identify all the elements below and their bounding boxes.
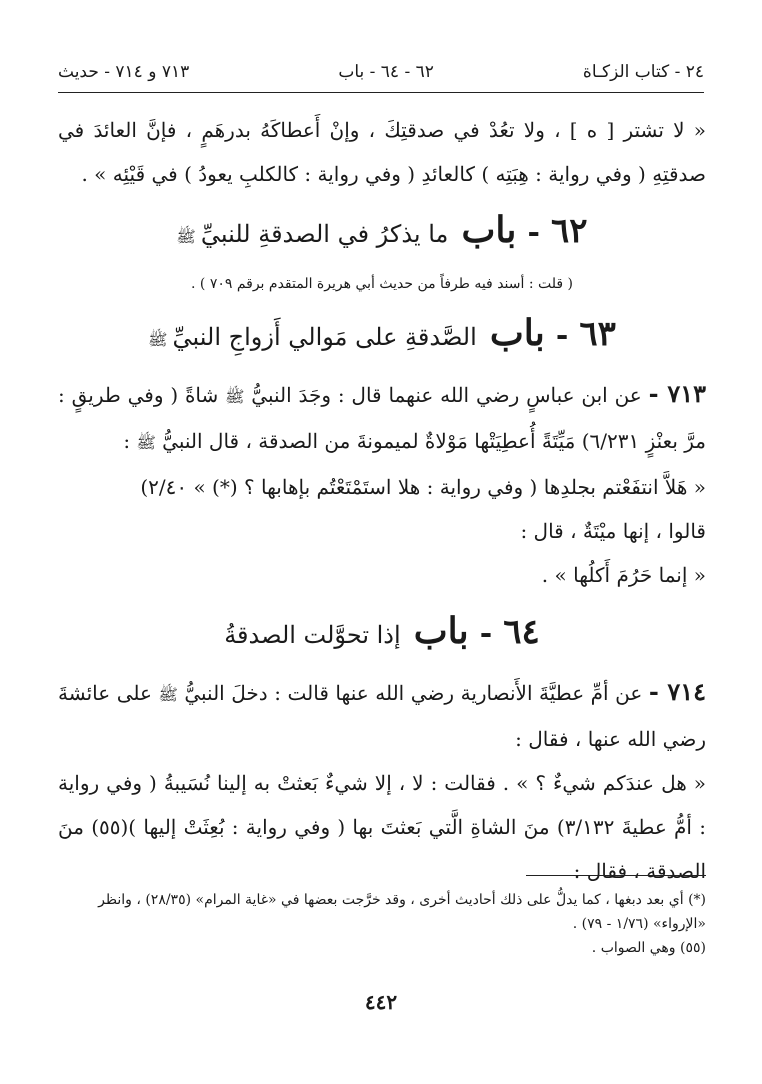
chapter-title: إذا تحوَّلت الصدقةُ <box>224 621 401 649</box>
running-header <box>58 58 704 86</box>
chapter-heading-62 <box>58 204 706 263</box>
hadith-quote: « هَلاَّ انتفَعْتم بجلدِها ( وفي رواية : هلا استَمْتَعْتُم بإهابها ؟ (*) » ٢/٤٠) <box>140 475 706 499</box>
hadith-continuation: « لا تشتر [ ه ] ، ولا تعُدْ في صدقتِكَ ، وإنْ أَعطاكَهُ بدرهَمٍ ، فإنَّ العائدَ في صدقتِهِ ( وفي رواية : هِبَتِه ) كالعائدِ ( وفي رواية : كالكلبِ يعودُ ) في قَيْئِه » . <box>58 118 706 186</box>
hadith-text: عن أمِّ عطيَّةَ الأَنصارية رضي الله عنها قالت : دخلَ النبيُّ <box>184 681 643 705</box>
chapter-dash: - <box>555 318 569 353</box>
chapter-title: الصَّدقةِ على مَوالي أَزواجِ النبيِّ <box>172 323 477 351</box>
salawat-icon: ﷺ <box>136 433 156 452</box>
salawat-icon: ﷺ <box>148 330 168 349</box>
hadith-quote: « هل عندَكم شيءٌ ؟ » . فقالت : لا ، إلا شيءٌ بَعثتْ به إلينا نُسَيبةُ ( وفي رواية : أمُّ عطيةَ ٣/١٣٢) منَ الشاةِ الَّتي بَعثتَ بها ( وفي رواية : بُعِثَتْ إليها )(٥٥) منَ الصدقة ، فقال : <box>58 771 706 883</box>
footnote-divider <box>526 875 706 876</box>
chapter-dash: - <box>527 215 540 250</box>
hadith-text: عن ابن عباسٍ رضي الله عنهما قال : وجَدَ النبيُّ <box>251 383 642 407</box>
chapter-heading-63 <box>58 307 706 366</box>
editor-note: ( قلت : أسند فيه طرفاً من حديث أبي هريرة المتقدم برقم ٧٠٩ ) . <box>191 276 573 292</box>
page-number: ٤٤٢ <box>364 990 398 1014</box>
chapter-number: ٦٣ <box>579 314 616 354</box>
footnotes <box>58 888 706 960</box>
hadith-713 <box>58 372 706 465</box>
chapter-number: ٦٢ <box>551 211 588 251</box>
header-book-title: ٢٤ - كتاب الزكـاة <box>582 62 704 82</box>
hadith-number: ٧١٣ - <box>648 379 707 408</box>
salawat-icon: ﷺ <box>176 227 196 246</box>
chapter-bab-word: باب <box>461 209 517 251</box>
chapter-number: ٦٤ <box>503 612 540 652</box>
salawat-icon: ﷺ <box>158 685 178 704</box>
hadith-text: شاةً ( وفي طريقٍ : مرَّ بعنْزٍ ٦/٢٣١) مَيِّتَةً أُعطِيَتْها مَوْلاةٌ لميمونةَ من الصدقة ، قال النبيُّ <box>58 383 706 453</box>
chapter-bab-word: باب <box>489 312 545 354</box>
hadith-quote: قالوا ، إنها ميْتَةٌ ، قال : <box>520 519 706 543</box>
hadith-714 <box>58 670 706 761</box>
hadith-quote: « إنما حَرُمَ أَكلُها » . <box>541 563 706 587</box>
chapter-title: ما يذكرُ في الصدقةِ للنبيِّ <box>200 220 449 248</box>
chapter-dash: - <box>479 616 493 651</box>
hadith-text: : <box>123 429 131 453</box>
header-hadith-range: ٧١٣ و ٧١٤ - حديث <box>58 62 190 82</box>
footnote: (*) أي بعد دبغها ، كما يدلُّ على ذلك أحاديث أخرى ، وقد خرَّجت بعضها في «غاية المرام» (٢٨/٣٥) ، وانظر «الإرواء» (١/٧٦ - ٧٩) . <box>98 892 706 932</box>
hadith-number: ٧١٤ - <box>648 677 707 706</box>
hadith-text: على عائشةَ رضي الله عنها ، فقال : <box>58 681 706 751</box>
header-divider <box>58 92 704 93</box>
chapter-bab-word: باب <box>413 610 469 652</box>
header-chapters: ٦٢ - ٦٤ - باب <box>338 62 434 82</box>
footnote: (٥٥) وهي الصواب . <box>591 940 706 956</box>
chapter-heading-64 <box>58 605 706 664</box>
page-body <box>58 108 706 893</box>
salawat-icon: ﷺ <box>225 387 245 406</box>
